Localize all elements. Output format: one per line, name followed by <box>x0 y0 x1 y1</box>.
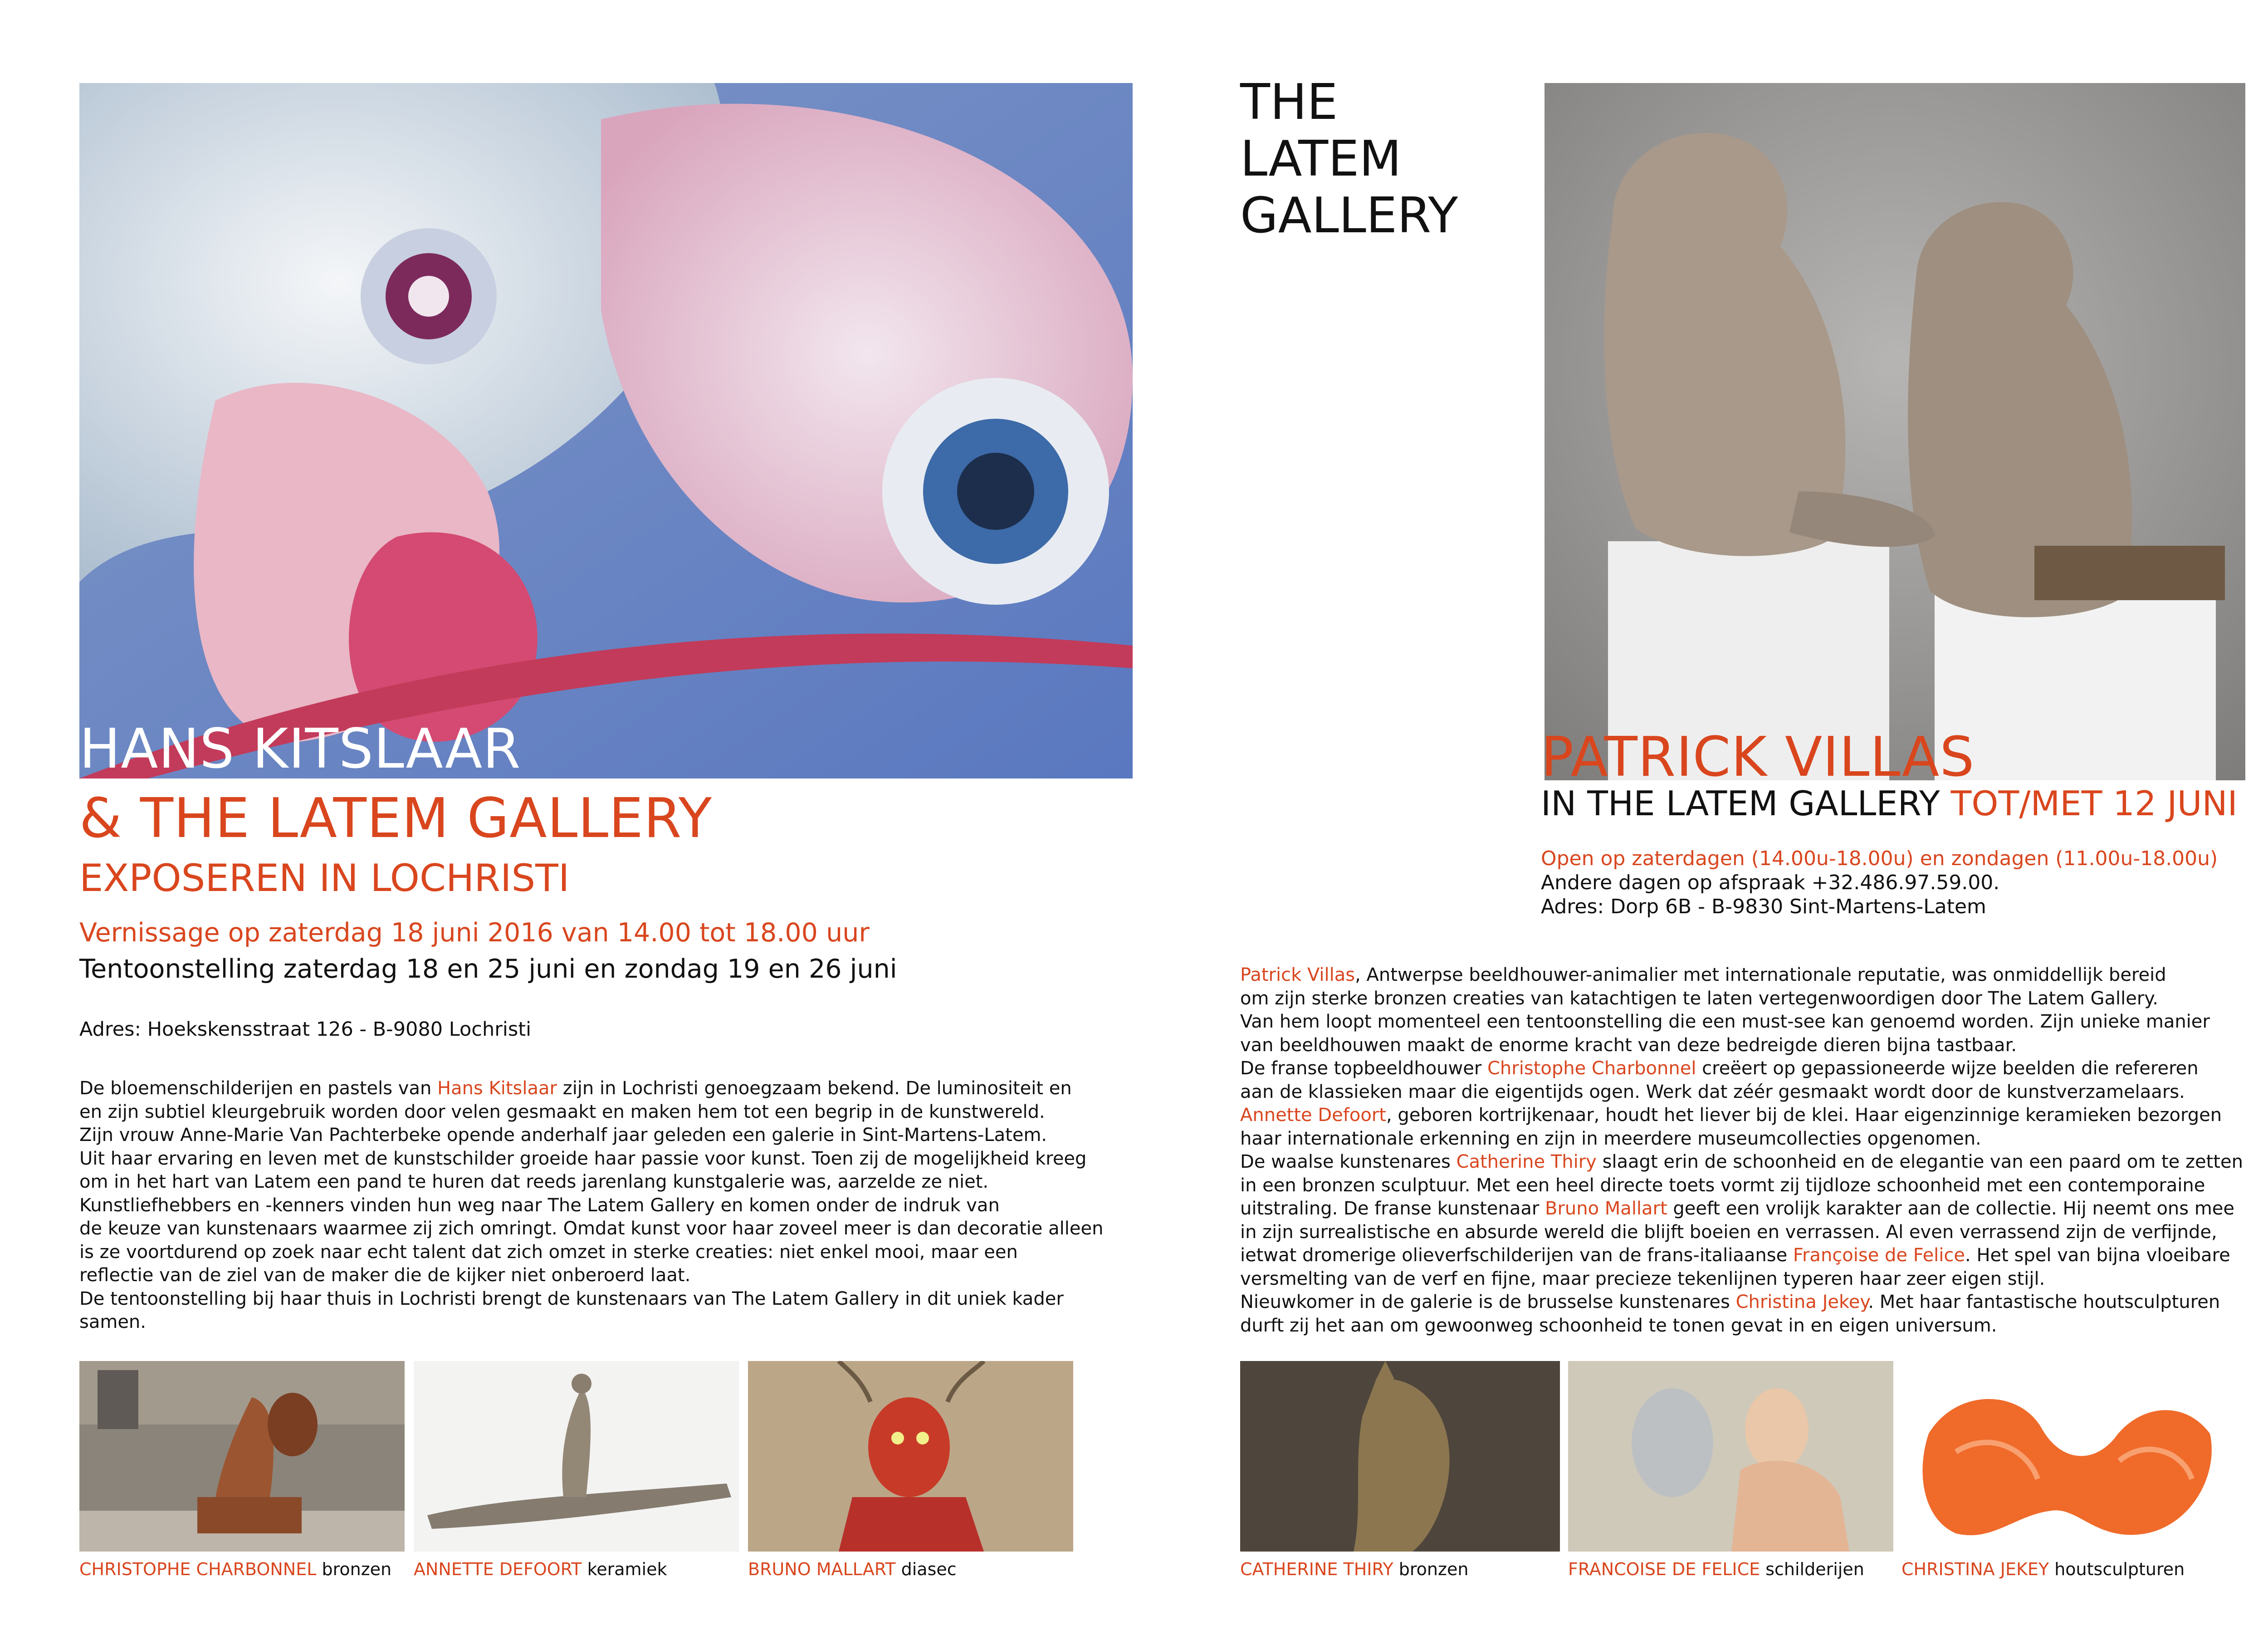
left-title-line2: & THE LATEM GALLERY <box>79 787 713 850</box>
body-line: samen. <box>79 1312 146 1332</box>
left-title-line1: HANS KITSLAAR <box>79 718 521 781</box>
body-line: De franse topbeeldhouwer Christophe Charbonnel creëert op gepassioneerde wijze beelden die refereren <box>1240 1058 2199 1079</box>
body-line: van beeldhouwen maakt de enorme kracht van deze bedreigde dieren bijna tastbaar. <box>1240 1034 2017 1056</box>
leopard-sculpture-photo <box>1545 83 2245 780</box>
body-line: Van hem loopt momenteel een tentoonstelling die een must-see kan genoemd worden. Zijn unieke manier <box>1240 1011 2210 1032</box>
body-line: Kunstliefhebbers en -kenners vinden hun weg naar The Latem Gallery en komen onder de indruk van <box>79 1195 1000 1216</box>
caption-defoort: ANNETTE DEFOORT keramiek <box>414 1559 667 1579</box>
right-title-line2: IN THE LATEM GALLERY TOT/MET 12 JUNI <box>1541 783 2238 823</box>
body-line: en zijn subtiel kleurgebruik worden door velen gesmaakt en maken hem tot een begrip in de kunstwereld. <box>79 1101 1045 1122</box>
right-body-text <box>1240 964 2243 1337</box>
caption-de-felice: FRANCOISE DE FELICE schilderijen <box>1568 1559 1864 1579</box>
right-address: Adres: Dorp 6B - B-9830 Sint-Martens-Latem <box>1541 895 1986 918</box>
body-line: uitstraling. De franse kunstenaar Bruno Mallart geeft een vrolijk karakter aan de collectie. Hij neemt ons mee <box>1240 1198 2234 1219</box>
caption-charbonnel: CHRISTOPHE CHARBONNEL bronzen <box>79 1559 392 1579</box>
charbonnel-sculpture-photo <box>79 1361 405 1552</box>
body-line: ietwat dromerige olieverfschilderijen van de frans-italiaanse Françoise de Felice. Het spel van bijna vloeibare <box>1240 1245 2230 1266</box>
body-line: versmelting van de verf en fijne, maar precieze tekenlijnen typeren haar zeer eigen stijl. <box>1240 1268 2045 1289</box>
body-line: aan de klassieken maar die eigentijds ogen. Werk dat zéér gesmaakt wordt door de kunstverzamelaars. <box>1240 1081 2185 1102</box>
caption-jekey: CHRISTINA JEKEY houtsculpturen <box>1901 1559 2185 1579</box>
body-line: Patrick Villas, Antwerpse beeldhouwer-animalier met internationale reputatie, was onmiddellijk bereid <box>1240 964 2166 985</box>
body-line: de keuze van kunstenaars waarmee zij zich omringt. Omdat kunst voor haar zoveel meer is dan decoratie alleen <box>79 1218 1104 1239</box>
body-line: in een bronzen sculptuur. Met een heel directe toets vormt zij tijdloze schoonheid met een contemporaine <box>1240 1175 2205 1196</box>
body-line: durft zij het aan om gewoonweg schoonheid te tonen gevat in en eigen universum. <box>1240 1315 1997 1336</box>
caption-mallart: BRUNO MALLART diasec <box>748 1559 957 1579</box>
left-address: Adres: Hoekskensstraat 126 - B-9080 Lochristi <box>79 1018 532 1041</box>
defoort-ceramic-photo <box>414 1361 739 1552</box>
jekey-wood-sculpture-photo <box>1901 1361 2227 1552</box>
body-line: Zijn vrouw Anne-Marie Van Pachterbeke opende anderhalf jaar geleden een galerie in Sint-Martens-Latem. <box>79 1125 1047 1146</box>
latem-gallery-logo <box>1240 74 1458 244</box>
de-felice-painting-photo <box>1568 1361 1893 1552</box>
logo-line: LATEM <box>1240 131 1402 187</box>
logo-line: THE <box>1240 74 1338 131</box>
mallart-diasec-photo <box>748 1361 1073 1552</box>
body-line: reflectie van de ziel van de maker die de kijker niet onberoerd laat. <box>79 1265 691 1286</box>
logo-line: GALLERY <box>1240 187 1458 244</box>
body-line: is ze voortdurend op zoek naar echt talent dat zich omzet in sterke creaties: niet enkel mooi, maar een <box>79 1241 1018 1263</box>
anemone-painting <box>79 83 1133 781</box>
body-line: De waalse kunstenares Catherine Thiry slaagt erin de schoonheid en de elegantie van een paard om te zetten <box>1240 1151 2243 1172</box>
body-line: De bloemenschilderijen en pastels van Hans Kitslaar zijn in Lochristi genoegzaam bekend. De luminositeit en <box>79 1078 1072 1099</box>
body-line: om in het hart van Latem een pand te huren dat reeds jarenlang kunstgalerie was, aarzelde ze niet. <box>79 1171 989 1192</box>
left-title-line3: EXPOSEREN IN LOCHRISTI <box>79 856 570 900</box>
body-line: Uit haar ervaring en leven met de kunstschilder groeide haar passie voor kunst. Toen zij de mogelijkheid kreeg <box>79 1148 1087 1169</box>
thiry-horse-bronze-photo <box>1240 1361 1560 1552</box>
tentoonstelling-text: Tentoonstelling zaterdag 18 en 25 juni en zondag 19 en 26 juni <box>79 954 897 984</box>
body-line: in zijn surrealistische en absurde wereld die blijft boeien en verrassen. Al even verrassend zijn de verfijnde, <box>1240 1221 2217 1243</box>
vernissage-text: Vernissage op zaterdag 18 juni 2016 van 14.00 tot 18.00 uur <box>79 918 870 948</box>
appointment-text: Andere dagen op afspraak +32.486.97.59.00. <box>1541 871 2000 894</box>
left-body-text <box>79 1077 1103 1334</box>
body-line: Nieuwkomer in de galerie is de brusselse kunstenares Christina Jekey. Met haar fantastische houtsculpturen <box>1240 1292 2220 1312</box>
right-title-line1: PATRICK VILLAS <box>1541 726 1975 789</box>
body-line: om zijn sterke bronzen creaties van katachtigen te laten vertegenwoordigen door The Latem Gallery. <box>1240 988 2158 1009</box>
opening-hours: Open op zaterdagen (14.00u-18.00u) en zondagen (11.00u-18.00u) <box>1541 847 2218 870</box>
body-line: haar internationale erkenning en zijn in meerdere museumcollecties opgenomen. <box>1240 1128 1981 1149</box>
body-line: Annette Defoort, geboren kortrijkenaar, houdt het liever bij de klei. Haar eigenzinnige keramieken bezorgen <box>1240 1105 2222 1126</box>
body-line: De tentoonstelling bij haar thuis in Lochristi brengt de kunstenaars van The Latem Gallery in dit uniek kader <box>79 1288 1064 1309</box>
caption-thiry: CATHERINE THIRY bronzen <box>1240 1559 1469 1579</box>
